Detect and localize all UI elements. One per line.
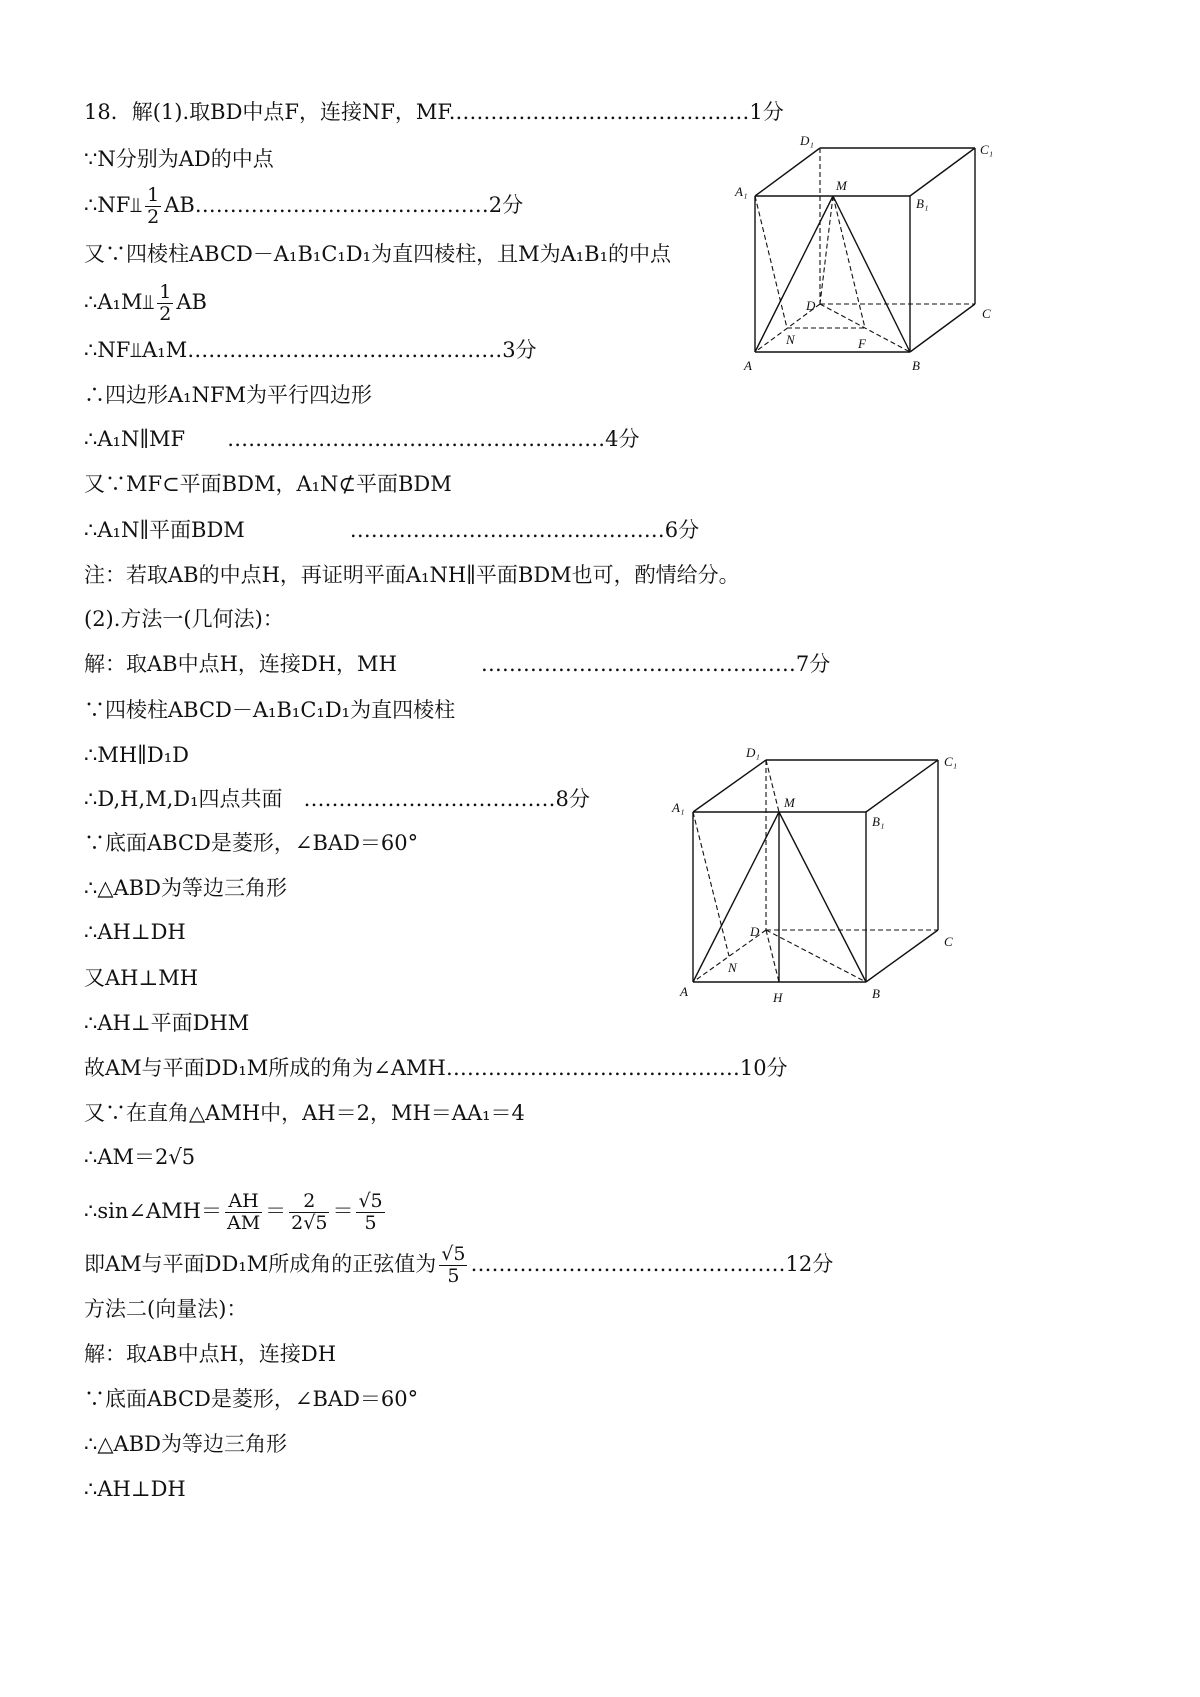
text-line: ∴AH⊥平面DHM [84, 1011, 250, 1035]
label-n: N [728, 960, 737, 975]
text-line [84, 283, 207, 324]
denominator: 2 [159, 303, 172, 325]
denominator: AM [226, 1212, 261, 1234]
prism-figure-1 [730, 130, 1020, 380]
label-b: B [872, 986, 880, 1001]
text-line: ∴A₁N∥MF ………………………………………………4分 [84, 427, 640, 451]
text-line: ∵N分别为AD的中点 [84, 147, 274, 171]
label-b1: B₁ [872, 814, 885, 829]
label-b1: B₁ [916, 196, 929, 211]
text-line: 又∵MF⊂平面BDM，A₁N⊄平面BDM [84, 472, 452, 496]
text-segment: ＝ [332, 1199, 354, 1223]
fraction [225, 1192, 262, 1233]
text-line: 注：若取AB的中点H，再证明平面A₁NH∥平面BDM也可，酌情给分。 [84, 563, 740, 587]
label-c1: C₁ [980, 142, 994, 157]
text-segment: AB……………………………………2分 [164, 193, 524, 217]
label-d: D [750, 924, 760, 939]
text-line: 又∵四棱柱ABCD－A₁B₁C₁D₁为直四棱柱，且M为A₁B₁的中点 [84, 242, 672, 266]
text-line [84, 186, 523, 227]
label-f: F [858, 336, 866, 351]
numerator: √5 [358, 1190, 383, 1212]
label-a1: A₁ [672, 800, 685, 815]
text-line: 故AM与平面DD₁M所成的角为∠AMH……………………………………10分 [84, 1056, 788, 1080]
text-line [84, 1192, 388, 1233]
text-line: ∴△ABD为等边三角形 [84, 1432, 287, 1456]
label-c: C [944, 934, 953, 949]
text-line: ∴AH⊥DH [84, 1477, 186, 1501]
numerator: 1 [159, 281, 172, 303]
label-a: A [680, 984, 688, 999]
fraction [157, 283, 173, 324]
text-line: ∴MH∥D₁D [84, 743, 189, 767]
vertex-labels [671, 745, 957, 1005]
text-line: ∴NF⫫A₁M………………………………………3分 [84, 338, 537, 362]
denominator: 2 [147, 206, 160, 228]
prism-figure-2 [668, 740, 978, 1015]
text-segment: AB [176, 290, 207, 314]
label-d1: D₁ [746, 745, 760, 760]
text-line [84, 1245, 833, 1286]
denominator: 5 [447, 1265, 460, 1287]
label-c1: C₁ [944, 754, 958, 769]
label-b: B [912, 358, 920, 373]
label-m: M [784, 795, 795, 810]
text-line: ∵底面ABCD是菱形，∠BAD＝60° [84, 831, 419, 855]
label-a: A [744, 358, 752, 373]
text-line: ∴AH⊥DH [84, 920, 186, 944]
text-segment: ∴sin∠AMH＝ [84, 1199, 222, 1223]
text-line: 又AH⊥MH [84, 966, 199, 990]
fraction [356, 1192, 384, 1233]
text-line: ∴AM＝2√5 [84, 1145, 196, 1169]
label-m: M [836, 178, 847, 193]
text-line: 方法二(向量法)： [84, 1297, 248, 1321]
label-a1: A₁ [735, 184, 748, 199]
fraction [145, 186, 161, 227]
denominator: 5 [364, 1212, 377, 1234]
text-line: (2).方法一(几何法)： [84, 607, 284, 631]
text-line: ∵底面ABCD是菱形，∠BAD＝60° [84, 1387, 419, 1411]
denominator: 2√5 [291, 1212, 328, 1234]
label-n: N [786, 332, 795, 347]
text-line: 解：取AB中点H，连接DH，MH ………………………………………7分 [84, 652, 831, 676]
numerator: 1 [147, 184, 160, 206]
label-d: D [806, 298, 816, 313]
text-line: 解：取AB中点H，连接DH [84, 1342, 337, 1366]
text-line: ∴D,H,M,D₁四点共面 ………………………………8分 [84, 787, 590, 811]
text-line: ∴△ABD为等边三角形 [84, 876, 287, 900]
label-d1: D₁ [800, 133, 814, 148]
numerator: √5 [441, 1243, 466, 1265]
numerator: 2 [289, 1192, 329, 1213]
text-segment: ………………………………………12分 [470, 1252, 834, 1276]
text-segment: 即AM与平面DD₁M所成角的正弦值为 [84, 1252, 437, 1276]
vertex-labels [734, 133, 993, 373]
text-line: 18．解(1).取BD中点F，连接NF，MF.……………………………………1分 [84, 100, 784, 124]
text-line: 又∵在直角△AMH中，AH＝2，MH＝AA₁＝4 [84, 1101, 525, 1125]
text-line: ∴A₁N∥平面BDM ………………………………………6分 [84, 518, 700, 542]
label-c: C [982, 306, 991, 321]
text-line: ∴四边形A₁NFM为平行四边形 [84, 383, 373, 407]
fraction [289, 1192, 329, 1233]
text-segment: ∴A₁M⫫ [84, 290, 155, 314]
text-segment: ＝ [265, 1199, 287, 1223]
numerator: AH [225, 1192, 262, 1213]
label-h: H [773, 990, 783, 1005]
text-line: ∵四棱柱ABCD－A₁B₁C₁D₁为直四棱柱 [84, 698, 456, 722]
text-segment: ∴NF⫫ [84, 193, 143, 217]
fraction [439, 1245, 467, 1286]
